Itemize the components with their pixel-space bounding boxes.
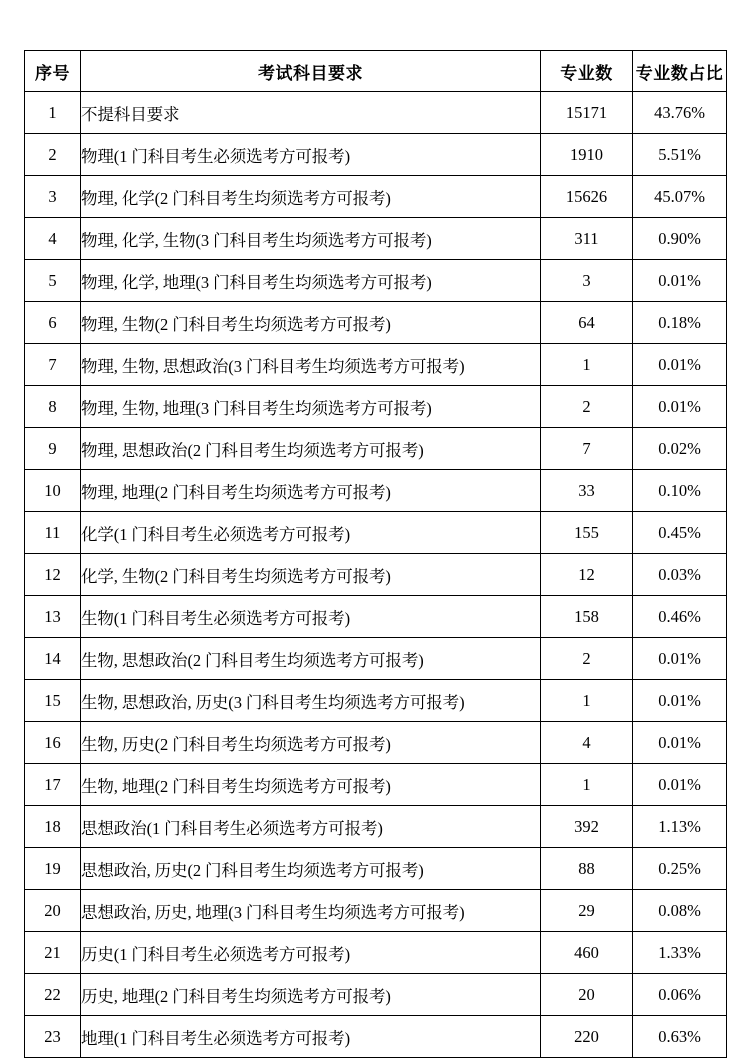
table-row: [25, 638, 727, 680]
table-row: [25, 722, 727, 764]
cell-ratio: 1.33%: [633, 932, 727, 974]
cell-count: 15171: [541, 92, 633, 134]
cell-count: 155: [541, 512, 633, 554]
cell-ratio: 0.18%: [633, 302, 727, 344]
cell-ratio: 0.01%: [633, 386, 727, 428]
table-body: [25, 92, 727, 1058]
table-row: [25, 260, 727, 302]
table-row: [25, 428, 727, 470]
cell-ratio: 0.01%: [633, 764, 727, 806]
table-header-row: [25, 51, 727, 92]
column-header-count: 专业数: [541, 51, 633, 92]
cell-requirement: 生物(1 门科目考生必须选考方可报考): [81, 596, 541, 638]
cell-count: 3: [541, 260, 633, 302]
cell-ratio: 0.01%: [633, 680, 727, 722]
cell-requirement: 物理, 生物, 思想政治(3 门科目考生均须选考方可报考): [81, 344, 541, 386]
cell-count: 64: [541, 302, 633, 344]
column-header-index: 序号: [25, 51, 81, 92]
cell-count: 1910: [541, 134, 633, 176]
cell-count: 88: [541, 848, 633, 890]
cell-ratio: 0.46%: [633, 596, 727, 638]
cell-requirement: 物理, 思想政治(2 门科目考生均须选考方可报考): [81, 428, 541, 470]
cell-index: 20: [25, 890, 81, 932]
subject-requirement-table-wrapper: [24, 50, 726, 1058]
cell-requirement: 思想政治, 历史(2 门科目考生均须选考方可报考): [81, 848, 541, 890]
table-row: [25, 92, 727, 134]
table-row: [25, 386, 727, 428]
cell-count: 158: [541, 596, 633, 638]
cell-count: 15626: [541, 176, 633, 218]
cell-count: 4: [541, 722, 633, 764]
cell-count: 33: [541, 470, 633, 512]
cell-requirement: 物理, 化学, 地理(3 门科目考生均须选考方可报考): [81, 260, 541, 302]
cell-index: 23: [25, 1016, 81, 1058]
table-row: [25, 806, 727, 848]
cell-count: 1: [541, 680, 633, 722]
cell-index: 4: [25, 218, 81, 260]
table-row: [25, 302, 727, 344]
cell-ratio: 5.51%: [633, 134, 727, 176]
cell-index: 17: [25, 764, 81, 806]
table-row: [25, 1016, 727, 1058]
table-row: [25, 974, 727, 1016]
cell-index: 5: [25, 260, 81, 302]
cell-count: 220: [541, 1016, 633, 1058]
cell-requirement: 历史, 地理(2 门科目考生均须选考方可报考): [81, 974, 541, 1016]
cell-count: 20: [541, 974, 633, 1016]
table-row: [25, 890, 727, 932]
cell-count: 7: [541, 428, 633, 470]
cell-index: 12: [25, 554, 81, 596]
cell-ratio: 0.03%: [633, 554, 727, 596]
cell-count: 2: [541, 638, 633, 680]
table-row: [25, 848, 727, 890]
cell-ratio: 43.76%: [633, 92, 727, 134]
cell-ratio: 0.01%: [633, 260, 727, 302]
cell-requirement: 生物, 地理(2 门科目考生均须选考方可报考): [81, 764, 541, 806]
cell-count: 311: [541, 218, 633, 260]
cell-ratio: 0.90%: [633, 218, 727, 260]
cell-ratio: 0.01%: [633, 638, 727, 680]
cell-ratio: 0.10%: [633, 470, 727, 512]
cell-ratio: 0.63%: [633, 1016, 727, 1058]
cell-ratio: 0.02%: [633, 428, 727, 470]
cell-ratio: 0.45%: [633, 512, 727, 554]
cell-requirement: 物理, 生物(2 门科目考生均须选考方可报考): [81, 302, 541, 344]
cell-ratio: 0.08%: [633, 890, 727, 932]
cell-requirement: 物理, 地理(2 门科目考生均须选考方可报考): [81, 470, 541, 512]
cell-requirement: 不提科目要求: [81, 92, 541, 134]
table-row: [25, 680, 727, 722]
cell-ratio: 0.25%: [633, 848, 727, 890]
table-row: [25, 134, 727, 176]
cell-requirement: 物理, 化学(2 门科目考生均须选考方可报考): [81, 176, 541, 218]
cell-index: 3: [25, 176, 81, 218]
cell-requirement: 生物, 思想政治, 历史(3 门科目考生均须选考方可报考): [81, 680, 541, 722]
table-row: [25, 764, 727, 806]
cell-index: 7: [25, 344, 81, 386]
cell-ratio: 0.01%: [633, 344, 727, 386]
table-row: [25, 596, 727, 638]
cell-ratio: 1.13%: [633, 806, 727, 848]
cell-count: 1: [541, 344, 633, 386]
cell-count: 2: [541, 386, 633, 428]
table-row: [25, 218, 727, 260]
cell-count: 460: [541, 932, 633, 974]
cell-requirement: 化学(1 门科目考生必须选考方可报考): [81, 512, 541, 554]
cell-index: 15: [25, 680, 81, 722]
column-header-requirement: 考试科目要求: [81, 51, 541, 92]
cell-count: 392: [541, 806, 633, 848]
cell-index: 13: [25, 596, 81, 638]
cell-ratio: 0.06%: [633, 974, 727, 1016]
cell-count: 29: [541, 890, 633, 932]
cell-requirement: 思想政治, 历史, 地理(3 门科目考生均须选考方可报考): [81, 890, 541, 932]
table-header: [25, 51, 727, 92]
cell-requirement: 化学, 生物(2 门科目考生均须选考方可报考): [81, 554, 541, 596]
cell-index: 10: [25, 470, 81, 512]
cell-requirement: 生物, 历史(2 门科目考生均须选考方可报考): [81, 722, 541, 764]
cell-requirement: 地理(1 门科目考生必须选考方可报考): [81, 1016, 541, 1058]
cell-index: 1: [25, 92, 81, 134]
table-row: [25, 470, 727, 512]
cell-requirement: 物理(1 门科目考生必须选考方可报考): [81, 134, 541, 176]
cell-count: 12: [541, 554, 633, 596]
cell-index: 9: [25, 428, 81, 470]
cell-ratio: 45.07%: [633, 176, 727, 218]
cell-index: 11: [25, 512, 81, 554]
cell-requirement: 思想政治(1 门科目考生必须选考方可报考): [81, 806, 541, 848]
table-row: [25, 554, 727, 596]
table-row: [25, 344, 727, 386]
cell-ratio: 0.01%: [633, 722, 727, 764]
table-row: [25, 512, 727, 554]
cell-requirement: 物理, 化学, 生物(3 门科目考生均须选考方可报考): [81, 218, 541, 260]
cell-index: 2: [25, 134, 81, 176]
cell-requirement: 物理, 生物, 地理(3 门科目考生均须选考方可报考): [81, 386, 541, 428]
subject-requirement-table: [24, 50, 727, 1058]
table-row: [25, 932, 727, 974]
cell-index: 22: [25, 974, 81, 1016]
cell-requirement: 历史(1 门科目考生必须选考方可报考): [81, 932, 541, 974]
cell-index: 18: [25, 806, 81, 848]
cell-index: 14: [25, 638, 81, 680]
table-row: [25, 176, 727, 218]
cell-index: 16: [25, 722, 81, 764]
cell-index: 19: [25, 848, 81, 890]
cell-requirement: 生物, 思想政治(2 门科目考生均须选考方可报考): [81, 638, 541, 680]
cell-index: 8: [25, 386, 81, 428]
cell-count: 1: [541, 764, 633, 806]
cell-index: 6: [25, 302, 81, 344]
cell-index: 21: [25, 932, 81, 974]
column-header-ratio: 专业数占比: [633, 51, 727, 92]
